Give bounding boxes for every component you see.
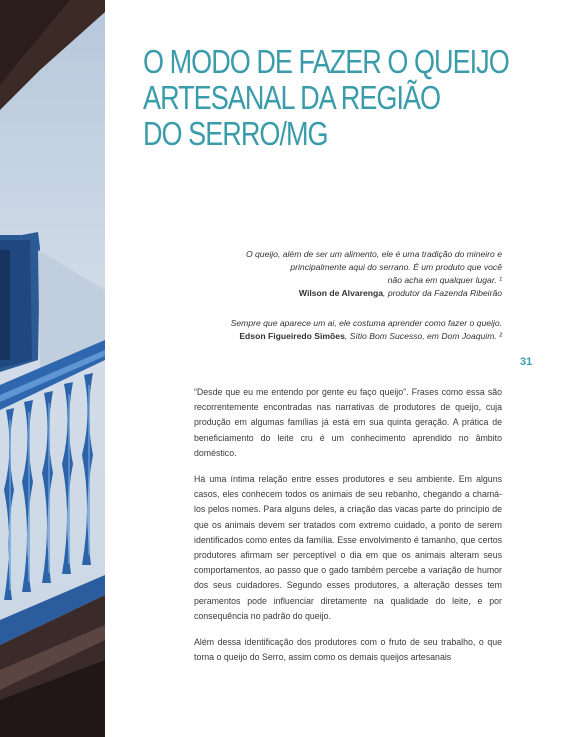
title-line-3: DO SERRO/MG <box>143 115 328 152</box>
paragraph-1: “Desde que eu me entendo por gente eu faço queijo”. Frases como essa são recorrentemente encontradas nas narrativas de produtores de queijo, cuja produção em algumas famílias já está em sua quinta geração. A prática de beneficiamento do leite cru é um conhecimento aprendido no âmbito doméstico. <box>194 387 502 458</box>
epigraph-2-author-name: Edson Figueiredo Simões <box>239 331 345 341</box>
epigraph-2 <box>150 317 502 343</box>
title-line-1: O MODO DE FAZER O QUEIJO <box>143 43 509 80</box>
title-line-2: ARTESANAL DA REGIÃO <box>143 79 441 116</box>
balcony-photo <box>0 0 105 737</box>
epigraph-1-line-1: O queijo, além de ser um alimento, ele é uma tradição do mineiro e <box>245 249 502 259</box>
body-text <box>194 385 502 676</box>
balcony-illustration <box>0 0 105 737</box>
paragraph-3: Além dessa identificação dos produtores com o fruto de seu trabalho, o que torna o queijo do Serro, assim como os demais queijos artesanais <box>194 637 502 663</box>
page-number: 31 <box>520 356 533 368</box>
epigraph-1-author-info: , produtor da Fazenda Ribeirão <box>383 288 502 298</box>
epigraph-1-line-2: principalmente aqui do serrano. É um produto que você <box>290 262 502 272</box>
epigraph-2-author-info: , Sítio Bom Sucesso, em Dom Joaquim. ² <box>344 331 502 341</box>
epigraph-1-author-name: Wilson de Alvarenga <box>298 288 384 298</box>
epigraph-2-line-1: Sempre que aparece um ai, ele costuma aprender como fazer o queijo. <box>230 318 502 328</box>
epigraph-1-author <box>150 287 502 300</box>
paragraph-2: Há uma íntima relação entre esses produtores e seu ambiente. Em alguns casos, eles conhecem todos os animais de seu rebanho, chegando a chamá-los pelos nomes. Para alguns deles, a criação das vacas parte do princípio de que os animais devem ser tratados com extremo cuidado, a ponto de serem identificados como entes da família. Esse envolvimento é tamanho, que certos produtores afirmam ser perceptível o dia em que os animais alteram seus comportamentos, ao passo que o gado também percebe a variação de humor dos seus cuidadores. Segundo esses produtores, a alteração desses tem peramentos pode influenciar diretamente na qualidade do leite, e por consequência no padrão do queijo. <box>194 474 502 621</box>
epigraph-1 <box>150 248 502 300</box>
epigraph-2-author <box>150 330 502 343</box>
page-title <box>143 43 509 152</box>
epigraph-1-line-3: não acha em qualquer lugar. ¹ <box>387 275 502 285</box>
